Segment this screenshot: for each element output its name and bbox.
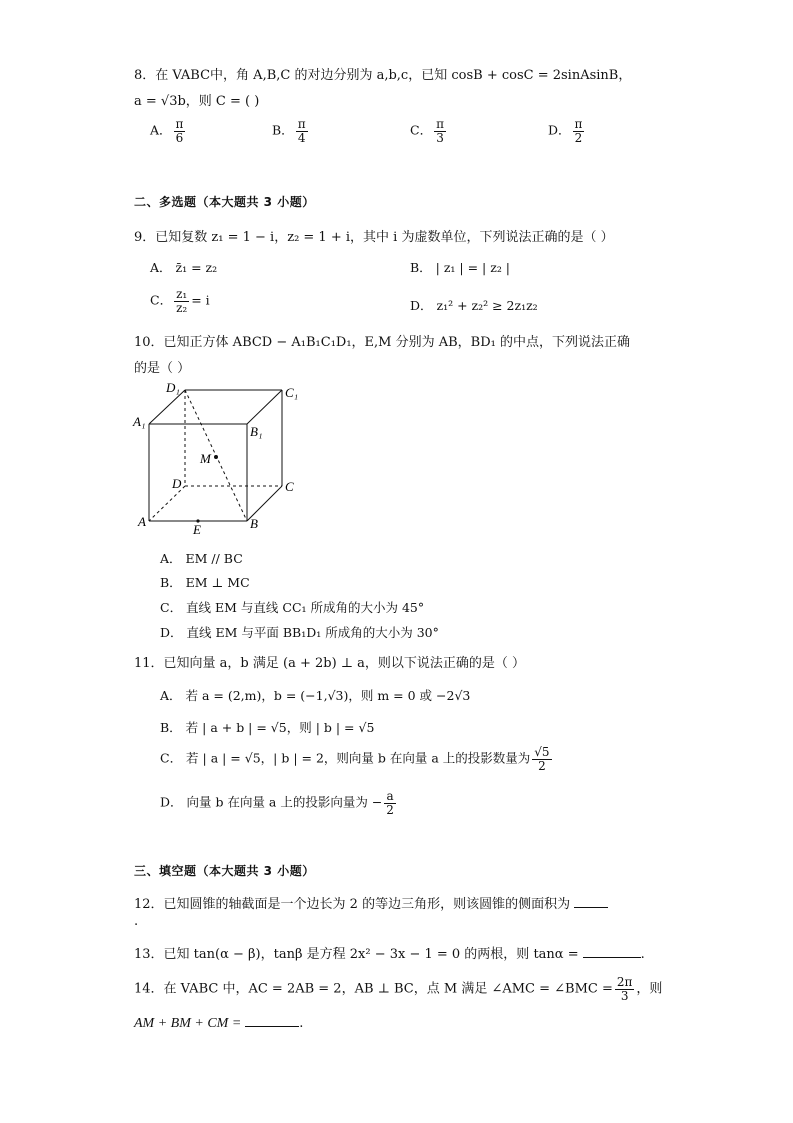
point-m [214, 455, 218, 459]
hidden-edge-d-a [149, 486, 185, 521]
q13-answer-blank[interactable] [583, 945, 641, 958]
q8-line1: 8．在 VABC中，角 A,B,C 的对边分别为 a,b,c，已知 cosB + cosC = 2sinAsinB， [134, 68, 632, 83]
label-d1: D₁ [166, 380, 180, 395]
q14-angle-fraction: $\frac{2\pi}{3}$ [616, 975, 633, 1003]
q11-option-c: C． 若 | a | = √5，| b | = 2，则向量 b 在向量 a 上的投影数量为 $\frac{√5}{2}$ [160, 745, 550, 773]
q9-option-b: B． | z₁ | = | z₂ | [410, 260, 511, 275]
q10-stem-line2: 的是（ ） [134, 361, 191, 376]
label-b: B [250, 516, 258, 531]
q10-option-c: C． 直线 EM 与直线 CC₁ 所成角的大小为 45° [160, 600, 425, 615]
section-multiple-choice-heading: 二、多选题（本大题共 3 小题） [134, 195, 315, 209]
q11-option-d-fraction: $\frac{a}{2}$ [386, 789, 394, 817]
q11-option-d: D． 向量 b 在向量 a 上的投影向量为 − $\frac{a}{2}$ [160, 789, 394, 817]
label-a1: A₁ [133, 414, 146, 429]
q8-option-a-fraction: $\frac{\pi}{6}$ [175, 117, 184, 145]
section-fill-in-heading: 三、填空题（本大题共 3 小题） [134, 864, 315, 878]
q10-stem-line1: 10．已知正方体 ABCD − A₁B₁C₁D₁，E,M 分别为 AB，BD₁ 的中点，下列说法正确 [134, 335, 631, 350]
label-c1: C₁ [285, 385, 299, 400]
q8-option-d-fraction: $\frac{\pi}{2}$ [574, 117, 583, 145]
q11-option-b: B． 若 | a + b | = √5，则 | b | = √5 [160, 720, 375, 735]
q10-option-d: D． 直线 EM 与平面 BB₁D₁ 所成角的大小为 30° [160, 625, 439, 640]
q9-stem: 9．已知复数 z₁ = 1 − i，z₂ = 1 + i，其中 i 为虚数单位，下列说法正确的是（ ） [134, 230, 614, 245]
cube-figure [130, 376, 310, 536]
q8-option-d: D． $\frac{\pi}{2}$ [548, 117, 583, 145]
q8-option-b: B． $\frac{\pi}{4}$ [272, 117, 306, 145]
q10-option-a: A． EM // BC [160, 551, 243, 566]
q12-stem: 12．已知圆锥的轴截面是一个边长为 2 的等边三角形，则该圆锥的侧面积为 [134, 893, 608, 912]
q14-stem-line2: AM + BM + CM = . [134, 1016, 304, 1031]
label-c: C [285, 479, 294, 494]
label-e: E [193, 522, 201, 536]
q8-option-a: A． $\frac{\pi}{6}$ [150, 117, 184, 145]
label-m: M [200, 451, 211, 466]
q10-option-b: B． EM ⊥ MC [160, 575, 250, 590]
q11-option-a: A． 若 a = (2,m)，b = (−1,√3)，则 m = 0 或 −2√3 [160, 688, 471, 703]
q14-answer-blank[interactable] [245, 1014, 299, 1027]
q14-stem-line1: 14．在 VABC 中，AC = 2AB = 2，AB ⊥ BC，点 M 满足 ∠AMC = ∠BMC = $\frac{2\pi}{3}$ ，则 [134, 975, 663, 1003]
edge-c1-b1 [247, 390, 282, 424]
label-d: D [172, 476, 182, 491]
q9-option-a: A． z̄₁ = z₂ [150, 260, 218, 275]
q11-stem: 11．已知向量 a，b 满足 (a + 2b) ⊥ a，则以下说法正确的是（ ） [134, 656, 526, 671]
q8-option-b-fraction: $\frac{\pi}{4}$ [297, 117, 306, 145]
q9-option-c-fraction: $\frac{\text{z₁}}{\text{z₂}}$ [176, 287, 188, 315]
q11-option-c-fraction: $\frac{√5}{2}$ [534, 745, 550, 773]
q12-answer-blank[interactable] [574, 895, 608, 908]
q9-option-d: D． z₁² + z₂² ≥ 2z₁z₂ [410, 298, 538, 313]
edge-a1-d1 [149, 390, 185, 424]
label-a: A [138, 514, 146, 529]
q8-line2: a = √3b，则 C = ( ) [134, 94, 260, 109]
q8-option-c: C． $\frac{\pi}{3}$ [410, 117, 444, 145]
q8-option-c-fraction: $\frac{\pi}{3}$ [436, 117, 444, 145]
label-b1: B₁ [250, 424, 263, 439]
q12-tail: . [134, 914, 139, 929]
q9-option-c: C． $\frac{\text{z₁}}{\text{z₂}}$ = i [150, 287, 210, 315]
q13-stem: 13．已知 tan(α − β)，tanβ 是方程 2x² − 3x − 1 = 0 的两根，则 tanα = . [134, 947, 645, 962]
